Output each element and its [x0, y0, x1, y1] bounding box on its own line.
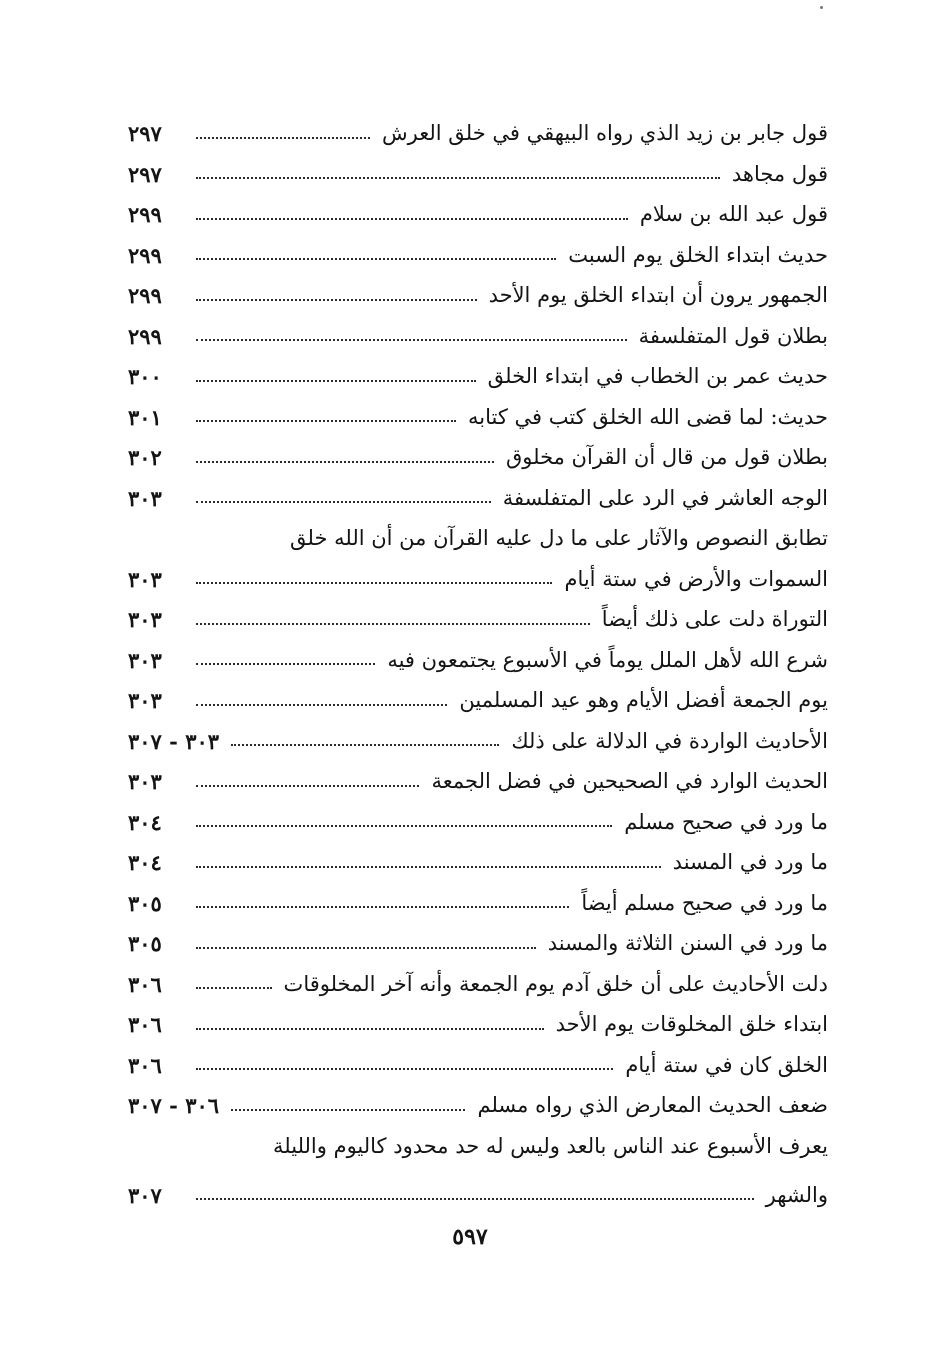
toc-entry — [128, 432, 828, 473]
toc-entry — [128, 918, 828, 959]
toc-entry — [128, 756, 828, 797]
toc-entry — [128, 635, 828, 676]
entry-title: تطابق النصوص والآثار على ما دل عليه القرآن من أن الله خلق — [289, 526, 828, 551]
entry-title: ما ورد في صحيح مسلم أيضاً — [581, 890, 828, 915]
entry-page: ٣٠٦ — [128, 1052, 162, 1078]
entry-title: الحديث الوارد في الصحيحين في فضل الجمعة — [431, 769, 828, 794]
entry-title: دلت الأحاديث على أن خلق آدم يوم الجمعة وأنه آخر المخلوقات — [283, 971, 828, 996]
entry-title: التوراة دلت على ذلك أيضاً — [601, 607, 828, 632]
entry-page: ٣٠٥ — [128, 890, 162, 916]
toc-entry — [128, 999, 828, 1040]
entry-title: حديث: لما قضى الله الخلق كتب في كتابه — [468, 404, 828, 429]
toc-entry-continued — [128, 513, 828, 554]
entry-title: ابتداء خلق المخلوقات يوم الأحد — [555, 1012, 828, 1037]
leader-dots — [196, 299, 477, 301]
entry-title: ما ورد في صحيح مسلم — [624, 809, 828, 834]
entry-title: حديث عمر بن الخطاب في ابتداء الخلق — [487, 364, 828, 389]
entry-title: يعرف الأسبوع عند الناس بالعد وليس له حد محدود كاليوم والليلة — [273, 1133, 828, 1158]
entry-title: شرع الله لأهل الملل يوماً في الأسبوع يجتمعون فيه — [387, 647, 828, 672]
toc-entry — [128, 675, 828, 716]
entry-page: ٣٠٣ — [128, 485, 162, 511]
entry-page: ٢٩٩ — [128, 242, 162, 268]
entry-page: ٣٠٧ — [128, 1182, 162, 1208]
entry-title: قول جابر بن زيد الذي رواه البيهقي في خلق العرش — [382, 121, 828, 146]
leader-dots — [196, 704, 447, 706]
entry-page: ٣٠٥ — [128, 931, 162, 957]
toc-entry — [128, 473, 828, 514]
leader-dots — [196, 866, 661, 868]
entry-page: ٣٠٤ — [128, 850, 162, 876]
leader-dots — [196, 1068, 613, 1070]
entry-title: الخلق كان في ستة أيام — [625, 1052, 828, 1077]
entry-title: حديث ابتداء الخلق يوم السبت — [568, 242, 828, 267]
leader-dots — [196, 218, 628, 220]
leader-dots — [196, 663, 375, 665]
entry-page: ٢٩٩ — [128, 283, 162, 309]
toc-entry — [128, 108, 828, 149]
leader-dots — [196, 420, 456, 422]
entry-page: ٣٠٤ — [128, 809, 162, 835]
entry-title: والشهر — [765, 1182, 828, 1207]
entry-title: قول عبد الله بن سلام — [639, 202, 828, 227]
entry-page: ٣٠٣ — [128, 647, 162, 673]
leader-dots — [196, 947, 536, 949]
leader-dots — [196, 501, 491, 503]
leader-dots — [196, 623, 590, 625]
entry-page: ٢٩٩ — [128, 202, 162, 228]
toc-entry — [128, 959, 828, 1000]
toc-entry — [128, 351, 828, 392]
table-of-contents — [128, 108, 828, 1210]
entry-page: ٣٠٠ — [128, 364, 162, 390]
leader-dots — [196, 906, 569, 908]
entry-page: ٣٠٣ - ٣٠٧ — [128, 728, 220, 754]
entry-page: ٣٠٣ — [128, 566, 162, 592]
toc-entry — [128, 837, 828, 878]
leader-dots — [196, 785, 419, 787]
leader-dots — [196, 461, 494, 463]
leader-dots — [196, 380, 476, 382]
entry-page: ٣٠٢ — [128, 445, 162, 471]
toc-entry — [128, 1161, 828, 1210]
entry-title: بطلان قول من قال أن القرآن مخلوق — [505, 445, 828, 470]
toc-entry — [128, 716, 828, 757]
toc-entry — [128, 311, 828, 352]
entry-page: ٣٠١ — [128, 404, 162, 430]
leader-dots — [196, 582, 552, 584]
entry-page: ٣٠٦ — [128, 1012, 162, 1038]
leader-dots — [196, 825, 612, 827]
entry-page: ٢٩٩ — [128, 323, 162, 349]
leader-dots — [196, 987, 272, 989]
toc-entry — [128, 797, 828, 838]
scan-speck — [820, 6, 823, 9]
entry-title: السموات والأرض في ستة أيام — [564, 566, 828, 591]
leader-dots — [196, 1198, 754, 1200]
entry-page: ٣٠٦ — [128, 971, 162, 997]
leader-dots — [196, 339, 627, 341]
toc-entry — [128, 1080, 828, 1121]
leader-dots — [231, 1109, 465, 1111]
toc-entry — [128, 554, 828, 595]
toc-entry — [128, 392, 828, 433]
toc-entry — [128, 270, 828, 311]
toc-entry — [128, 1040, 828, 1081]
toc-entry — [128, 149, 828, 190]
leader-dots — [231, 744, 499, 746]
leader-dots — [196, 177, 720, 179]
entry-page: ٣٠٦ - ٣٠٧ — [128, 1093, 220, 1119]
page-number: ٥٩٧ — [452, 1224, 488, 1250]
toc-entry — [128, 594, 828, 635]
entry-title: الأحاديث الواردة في الدلالة على ذلك — [511, 728, 828, 753]
entry-page: ٢٩٧ — [128, 161, 162, 187]
entry-page: ٢٩٧ — [128, 121, 162, 147]
entry-title: ضعف الحديث المعارض الذي رواه مسلم — [477, 1093, 828, 1118]
entry-title: ما ورد في المسند — [672, 850, 828, 875]
entry-title: الجمهور يرون أن ابتداء الخلق يوم الأحد — [488, 283, 828, 308]
leader-dots — [196, 1028, 544, 1030]
entry-title: بطلان قول المتفلسفة — [638, 323, 828, 348]
entry-page: ٣٠٣ — [128, 688, 162, 714]
toc-entry — [128, 189, 828, 230]
entry-title: ما ورد في السنن الثلاثة والمسند — [547, 931, 828, 956]
toc-entry-continued — [128, 1121, 828, 1162]
entry-title: قول مجاهد — [731, 161, 828, 186]
entry-page: ٣٠٣ — [128, 769, 162, 795]
toc-entry — [128, 230, 828, 271]
toc-entry — [128, 878, 828, 919]
entry-page: ٣٠٣ — [128, 607, 162, 633]
leader-dots — [196, 137, 370, 139]
leader-dots — [196, 258, 556, 260]
entry-title: يوم الجمعة أفضل الأيام وهو عيد المسلمين — [459, 688, 828, 713]
entry-title: الوجه العاشر في الرد على المتفلسفة — [502, 485, 828, 510]
